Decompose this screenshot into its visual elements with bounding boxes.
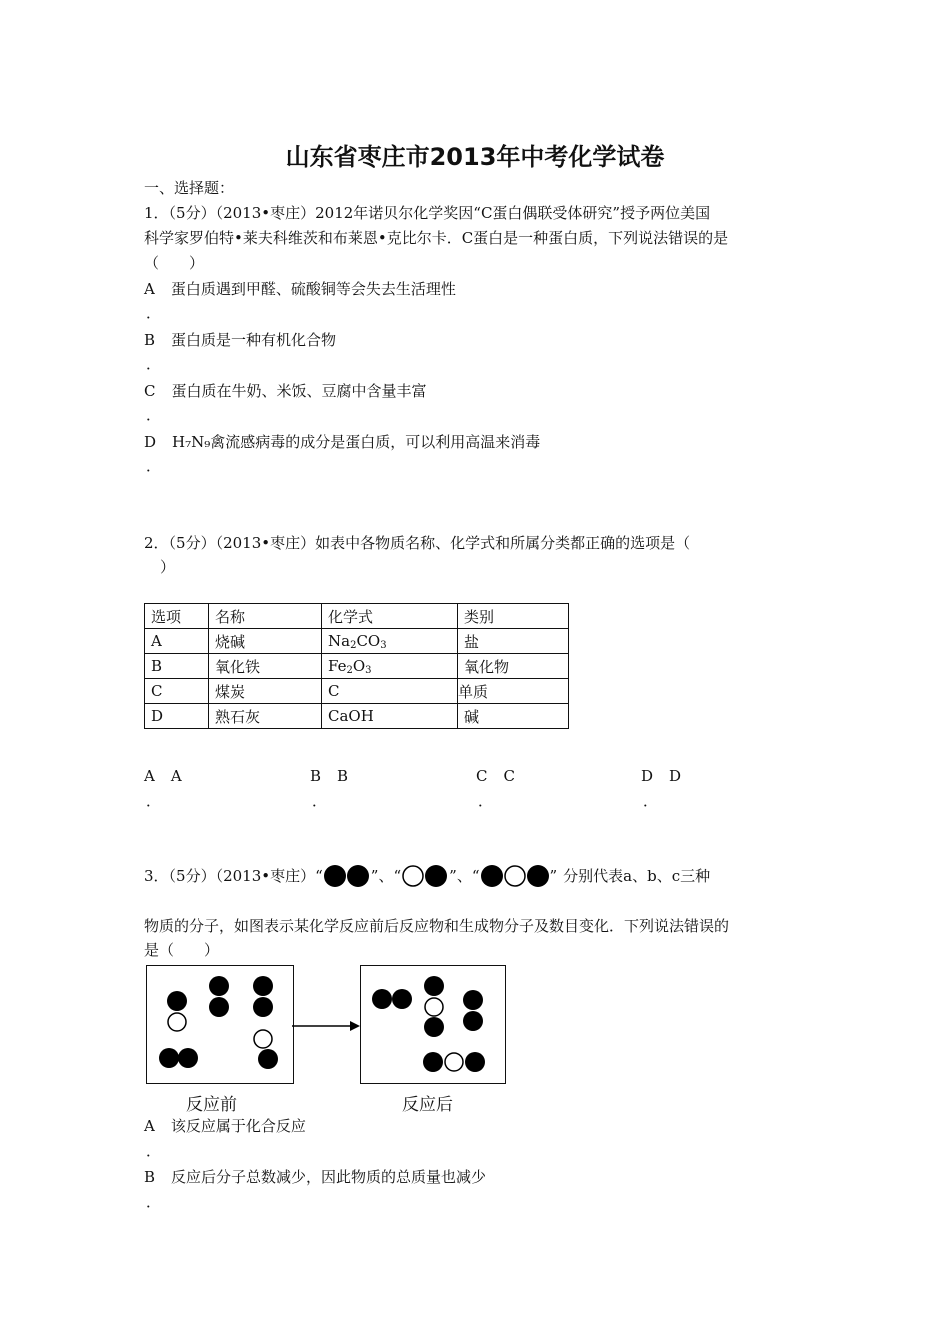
table-cell: 单质: [458, 679, 569, 704]
option-letter: A: [144, 767, 155, 785]
option-dot: ．: [146, 1193, 162, 1211]
option-dot: ．: [146, 792, 162, 810]
table-cell: D: [145, 704, 209, 729]
table-header-cell: 化学式: [322, 604, 458, 629]
table-row: [145, 704, 569, 729]
table-header-cell: 名称: [209, 604, 322, 629]
option-text: 反应后分子总数减少，因此物质的总质量也减少: [171, 1168, 487, 1186]
table-header-cell: 选项: [145, 604, 209, 629]
caption-after-reaction: 反应后: [402, 1095, 453, 1115]
option-letter: A: [144, 1117, 155, 1135]
option-dot: ．: [478, 792, 494, 810]
option-text: C: [503, 767, 515, 785]
option-text: A: [170, 767, 182, 785]
option-letter: D: [144, 433, 157, 451]
q2-choice-b[interactable]: [310, 766, 348, 786]
table-row: [145, 629, 569, 654]
option-letter: C: [144, 382, 156, 400]
q2-stem-line1: 2．（5分）（2013•枣庄）如表中各物质名称、化学式和所属分类都正确的选项是（: [144, 534, 691, 552]
option-dot: ．: [146, 355, 162, 373]
table-cell: C: [145, 679, 209, 704]
option-letter: B: [310, 767, 322, 785]
substance-table: [144, 603, 569, 729]
q1-stem-line2: 科学家罗伯特•莱夫科维茨和布莱恩•克比尔卡．C蛋白是一种蛋白质，下列说法错误的是: [144, 229, 729, 247]
table-cell: 烧碱: [209, 629, 322, 654]
table-cell: 氧化铁: [209, 654, 322, 679]
table-cell: 氧化物: [458, 654, 569, 679]
option-letter: B: [144, 1168, 156, 1186]
q1-stem-line3: （ ）: [144, 254, 205, 272]
formula-cell: C: [322, 679, 458, 704]
q1-option-a[interactable]: [144, 279, 456, 299]
table-cell: 熟石灰: [209, 704, 322, 729]
q3-stem-line1: 3．（5分）（2013•枣庄） “ ” 、 “ ” 、 “ ” 分别代表a、b、c三种: [144, 862, 710, 890]
table-row: [145, 679, 569, 704]
q2-choice-c[interactable]: [476, 766, 515, 786]
formula-cell: CaOH: [322, 704, 458, 729]
table-cell: B: [145, 654, 209, 679]
q2-choice-a[interactable]: [144, 766, 182, 786]
option-letter: C: [476, 767, 488, 785]
molecule-b-icon: [401, 863, 449, 889]
q3-option-a[interactable]: [144, 1116, 306, 1136]
option-text: 该反应属于化合反应: [170, 1117, 306, 1135]
products-box: [360, 965, 506, 1084]
table-cell: 碱: [458, 704, 569, 729]
q1-option-d[interactable]: [144, 432, 540, 452]
molecule-c-icon: [480, 863, 550, 889]
table-header-row: [145, 604, 569, 629]
option-text: D: [669, 767, 682, 785]
option-text: 蛋白质在牛奶、米饭、豆腐中含量丰富: [171, 382, 427, 400]
option-dot: ．: [643, 792, 659, 810]
q1-stem-line1: 1．（5分）（2013•枣庄）2012年诺贝尔化学奖因“C蛋白偶联受体研究”授予两位美国: [144, 204, 711, 222]
table-header-cell: 类别: [458, 604, 569, 629]
option-letter: D: [641, 767, 654, 785]
option-dot: ．: [146, 1142, 162, 1160]
option-dot: ．: [146, 304, 162, 322]
molecule-a-icon: [323, 863, 371, 889]
q2-stem-line2: ）: [160, 558, 176, 576]
q3-stem-line3: 是（ ）: [144, 941, 220, 959]
section-heading: 一、选择题：: [144, 179, 235, 197]
formula-cell: $Fe_2O_3$: [322, 654, 458, 679]
q3-option-b[interactable]: [144, 1167, 486, 1187]
q3-stem-line2: 物质的分子，如图表示某化学反应前后反应物和生成物分子及数目变化．下列说法错误的: [144, 917, 730, 935]
option-text: 蛋白质是一种有机化合物: [171, 331, 337, 349]
q1-option-b[interactable]: [144, 330, 336, 350]
option-dot: ．: [312, 792, 328, 810]
q2-choice-d[interactable]: [641, 766, 681, 786]
option-text: B: [337, 767, 349, 785]
option-letter: A: [144, 280, 155, 298]
reactant-molecules: [147, 966, 293, 1083]
reactants-box: [146, 965, 294, 1084]
table-cell: A: [145, 629, 209, 654]
option-text: 蛋白质遇到甲醛、硫酸铜等会失去生活理性: [170, 280, 456, 298]
page-title: 山东省枣庄市2013年中考化学试卷: [285, 143, 665, 171]
option-text: H₇N₉禽流感病毒的成分是蛋白质，可以利用高温来消毒: [172, 433, 541, 451]
table-row: [145, 654, 569, 679]
option-dot: ．: [146, 406, 162, 424]
q1-option-c[interactable]: [144, 381, 427, 401]
caption-before-reaction: 反应前: [186, 1095, 237, 1115]
option-dot: ．: [146, 457, 162, 475]
reaction-arrow-icon: [292, 1018, 362, 1034]
option-letter: B: [144, 331, 156, 349]
product-molecules: [361, 966, 505, 1083]
table-cell: 盐: [458, 629, 569, 654]
table-cell: 煤炭: [209, 679, 322, 704]
formula-cell: $Na_2CO_3$: [322, 629, 458, 654]
